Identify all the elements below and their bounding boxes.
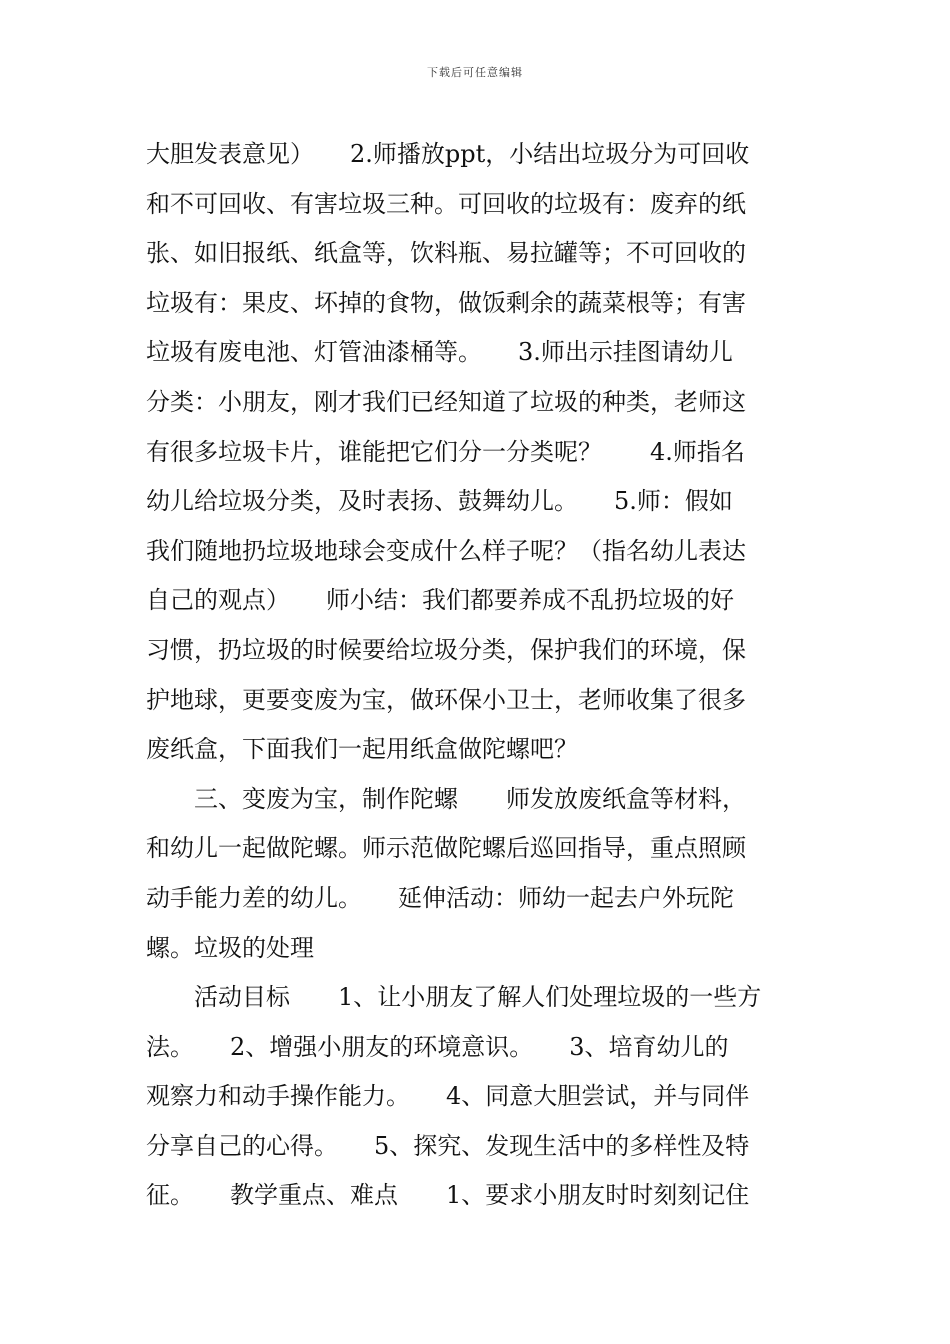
text-line: 和幼儿一起做陀螺。师示范做陀螺后巡回指导，重点照顾 [146,834,746,863]
text-line: 观察力和动手操作能力。 4、同意大胆尝试，并与同伴 [146,1082,750,1111]
text-line: 动手能力差的幼儿。 延伸活动：师幼一起去户外玩陀 [146,883,734,912]
text-line: 自己的观点） 师小结：我们都要养成不乱扔垃圾的好 [146,586,734,615]
text-line: 张、如旧报纸、纸盒等，饮料瓶、易拉罐等；不可回收的 [146,239,746,268]
text-line: 习惯，扔垃圾的时候要给垃圾分类，保护我们的环境，保 [146,635,746,664]
text-line: 垃圾有废电池、灯管油漆桶等。 3.师出示挂图请幼儿 [146,338,733,367]
text-line: 和不可回收、有害垃圾三种。可回收的垃圾有：废弃的纸 [146,189,746,218]
page-header: 下载后可任意编辑 [427,66,523,79]
text-line: 废纸盒，下面我们一起用纸盒做陀螺吧？ [146,735,578,764]
text-line: 有很多垃圾卡片，谁能把它们分一分类呢？ 4.师指名 [146,437,745,466]
text-line: 幼儿给垃圾分类，及时表扬、鼓舞幼儿。 5.师：假如 [146,487,733,516]
text-line: 垃圾有：果皮、坏掉的食物，做饭剩余的蔬菜根等；有害 [146,288,746,317]
text-line: 我们随地扔垃圾地球会变成什么样子呢？（指名幼儿表达 [146,536,746,565]
document-body [146,130,818,1221]
text-line: 法。 2、增强小朋友的环境意识。 3、培育幼儿的 [146,1032,729,1061]
text-line: 三、变废为宝，制作陀螺 师发放废纸盒等材料， [146,784,746,813]
text-line: 活动目标 1、让小朋友了解人们处理垃圾的一些方 [146,983,762,1012]
text-line: 分享自己的心得。 5、探究、发现生活中的多样性及特 [146,1131,750,1160]
text-line: 螺。垃圾的处理 [146,933,314,962]
text-line: 大胆发表意见） 2.师播放ppt，小结出垃圾分为可回收 [146,140,750,168]
text-line: 征。 教学重点、难点 1、要求小朋友时时刻刻记住 [146,1181,750,1210]
text-line: 护地球，更要变废为宝，做环保小卫士，老师收集了很多 [146,685,746,714]
text-line: 分类：小朋友，刚才我们已经知道了垃圾的种类，老师这 [146,387,746,416]
